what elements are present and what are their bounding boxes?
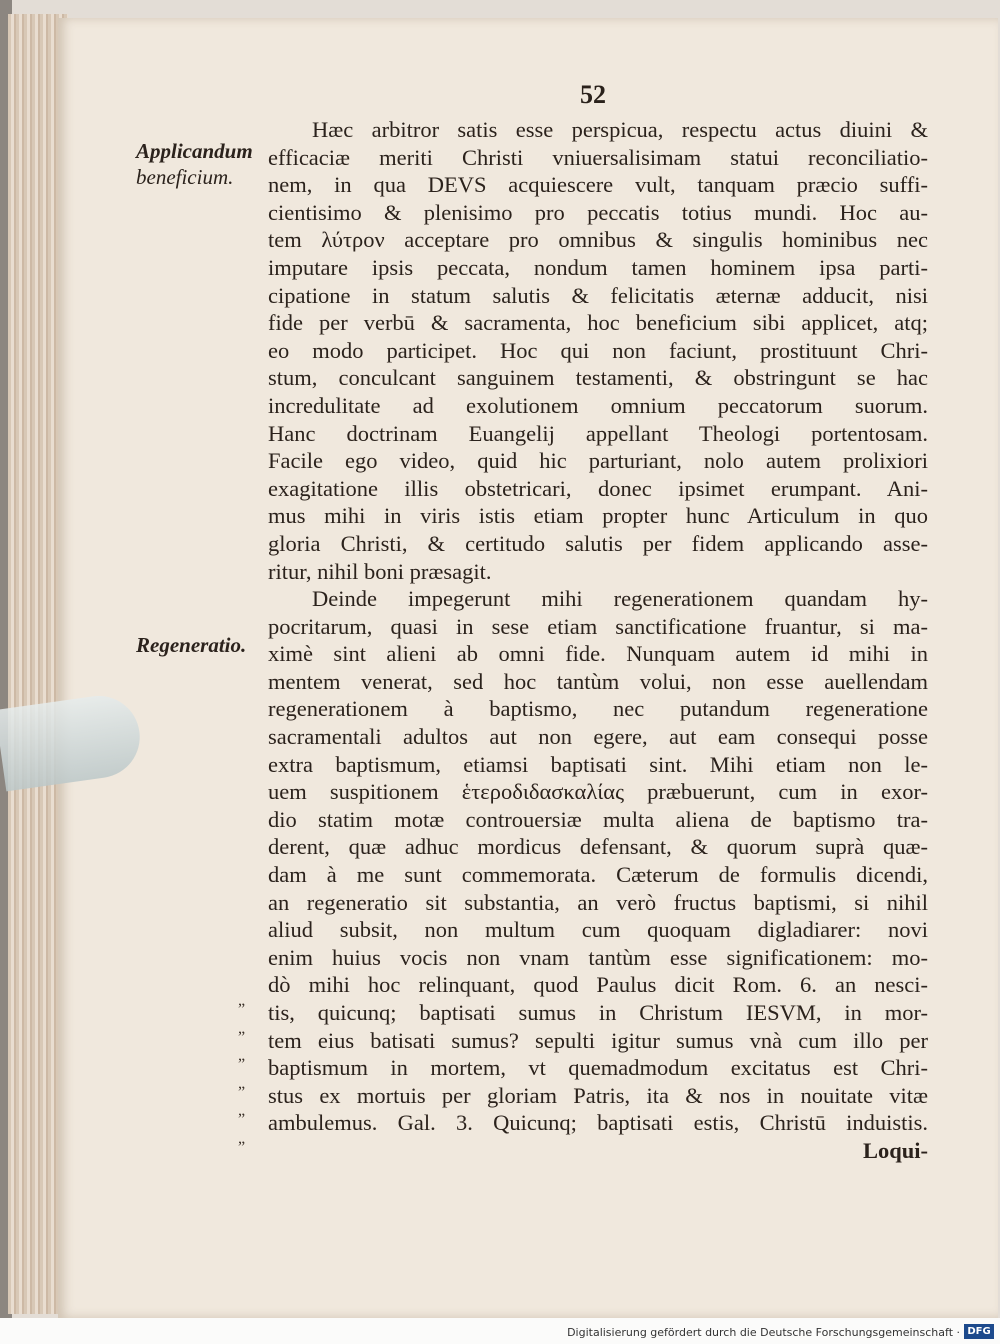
text-line: mentem venerat, sed hoc tantùm volui, non esse auellendam: [268, 668, 928, 694]
text-line: tis, quicunq; baptisati sumus in Christum IESVM, in mor-: [268, 1000, 928, 1025]
text-line: tem eius batisati sumus? sepulti igitur sumus vnà cum illo per: [268, 1027, 928, 1053]
text-line: gloria Christi, & certitudo salutis per fidem applicando asse-: [268, 530, 928, 556]
text-line: sacramentali adultos aut non egere, aut eam consequi posse: [268, 724, 928, 750]
margin-note-line: beneficium.: [136, 165, 234, 189]
quote-mark: „: [238, 1129, 246, 1147]
text-line: incredulitate ad exolutionem omnium peccatorum suorum.: [268, 392, 928, 418]
margin-note-line: Applicandum: [136, 139, 253, 163]
catchword: Loqui-: [862, 1137, 928, 1163]
text-line: Hanc doctrinam Euangelij appellant Theologi portentosam.: [268, 420, 928, 446]
text-line: cientisimo & plenisimo pro peccatis totius mundi. Hoc au-: [268, 199, 928, 225]
dfg-logo: DFG: [964, 1324, 994, 1339]
text-line: derent, quæ adhuc mordicus defensant, & quorum suprà quæ-: [268, 834, 928, 860]
text-line: Facile ego video, quid hic parturiant, nolo autem prolixiori: [268, 448, 928, 474]
text-line: dam à me sunt commemorata. Cæterum de formulis dicendi,: [268, 862, 928, 888]
page-number: 52: [580, 80, 606, 109]
text-line: ambulemus. Gal. 3. Quicunq; baptisati estis, Christū induistis.: [268, 1110, 928, 1136]
text-line: regenerationem à baptismo, nec putandum regeneratione: [268, 696, 928, 722]
text-line: stum, conculcant sanguinem testamenti, & obstringunt se hac: [268, 365, 928, 391]
text-line: Deinde impegerunt mihi regenerationem quandam hy-: [312, 586, 928, 612]
text-line: Hæc arbitror satis esse perspicua, respectu actus diuini &: [312, 117, 928, 142]
body-text: [268, 116, 928, 1165]
margin-note-regeneratio: Regeneratio.: [136, 633, 247, 657]
text-line: enim huius vocis non vnam tantùm esse significationem: mo-: [268, 944, 928, 970]
text-line: cipatione in statum salutis & felicitatis æternæ adducit, nisi: [268, 282, 928, 308]
text-line: pocritarum, quasi in sese etiam sanctificatione fruantur, si ma-: [268, 613, 928, 639]
text-line: exagitatione illis obstetricari, donec ipsimet erumpant. Ani-: [268, 475, 928, 501]
footer-credit: Digitalisierung gefördert durch die Deutsche Forschungsgemeinschaft ·: [567, 1326, 960, 1339]
text-line: imputare ipsis peccata, nondum tamen hominem ipsa parti-: [268, 254, 928, 280]
quote-mark: „: [238, 1047, 246, 1065]
text-line: baptismum in mortem, vt quemadmodum excitatus est Chri-: [268, 1055, 928, 1081]
quote-mark: „: [238, 992, 246, 1009]
text-line: extra baptismum, etiamsi baptisati sint. Mihi etiam non le-: [268, 751, 928, 777]
text-line: tem λύτρον acceptare pro omnibus & singulis hominibus nec: [268, 227, 928, 253]
text-line: ximè sint alieni ab omni fide. Nunquam autem id mihi in: [268, 641, 928, 667]
text-line: efficaciæ meriti Christi vniuersalisimam statui reconciliatio-: [268, 144, 928, 170]
quote-mark: „: [238, 1019, 246, 1037]
text-line: fide per verbū & sacramenta, hoc beneficium sibi applicet, atq;: [268, 310, 928, 336]
quote-mark: „: [238, 1102, 246, 1120]
quotation-marks-column: [238, 987, 264, 1153]
text-line: uem suspitionem ἑτεροδιδασκαλίας præbuerunt, cum in exor-: [268, 779, 928, 805]
text-line: aliud subsit, non multum cum quoquam digladiarer: novi: [268, 917, 928, 943]
quote-mark: „: [238, 1074, 246, 1092]
text-line: stus ex mortuis per gloriam Patris, ita & nos in nouitate vitæ: [268, 1082, 928, 1108]
text-line: mus mihi in viris istis etiam propter hunc Articulum in quo: [268, 503, 928, 529]
text-line: eo modo participet. Hoc qui non faciunt, prostituunt Chri-: [268, 337, 928, 363]
margin-note-applicandum: [136, 138, 253, 190]
text-line: nem, in qua DEVS acquiescere vult, tanquam præcio suffi-: [268, 172, 928, 198]
text-line: an regeneratio sit substantia, an verò fructus baptismi, si nihil: [268, 889, 928, 915]
text-line: dio statim motæ controuersiæ multa aliena de baptismo tra-: [268, 806, 928, 832]
text-line: dò mihi hoc relinquant, quod Paulus dicit Rom. 6. an nesci-: [268, 972, 928, 998]
text-line: ritur, nihil boni præsagit.: [268, 558, 492, 584]
